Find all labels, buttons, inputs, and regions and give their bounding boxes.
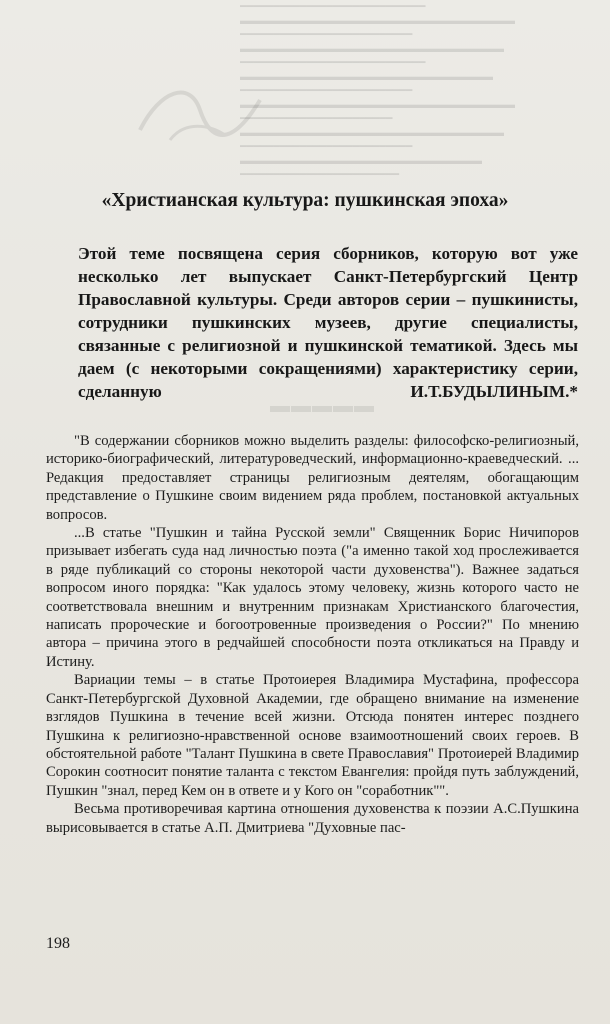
- page-number: 198: [46, 935, 70, 952]
- signature-bleed-mark: [130, 70, 270, 160]
- body-paragraph: "В содержании сборников можно выделить разделы: философско-религиозный, историко-биографический, литературоведческий, информационно-краеведческий. ... Редакция предоставляет страницы религиозным деятелям, обогащающим представление о Пушкине своим видением ряда проблем, постановкой актуальных вопросов.: [46, 433, 579, 523]
- body-paragraph: ...В статье "Пушкин и тайна Русской земли" Священник Борис Ничипоров призывает избегать суда над личностью поэта ("а именно такой ход прослеживается в ряде публикаций со стороны некоторой части духовенства"). Важнее задаться вопросом иного порядка: "Как удалось этому человеку, жизнь которого часто не соответствовала внешним и внутренним признакам Христианского благочестия, написать пророческие и богоотровенные произведения о России?" По мнению автора – причина этого в редчайшей способности поэта откликаться на Правду и Истину.: [46, 525, 579, 670]
- article-title: «Христианская культура: пушкинская эпоха»: [101, 190, 509, 211]
- bleed-through-heading: ▬▬▬▬▬: [270, 395, 375, 417]
- body-paragraph: Вариации темы – в статье Протоиерея Владимира Мустафина, профессора Санкт-Петербургской Духовной Академии, где обращено внимание на изменение взглядов Пушкина в течение всей жизни. Отсюда понятен интерес позднего Пушкина к религиозно-нравственной основе взаимоотношений своих героев. В обстоятельной работе "Талант Пушкина в свете Православия" Протоиерей Владимир Сорокин соотносит понятие таланта с текстом Евангелия: пройдя путь заблуждений, Пушкин "знал, перед Кем он в ответе и у Кого он "соработник"".: [46, 672, 579, 799]
- article-lead: Этой теме посвящена серия сборников, которую вот уже несколько лет выпускает Санкт-Петербургский Центр Православной культуры. Среди авторов серии – пушкинисты, сотрудники пушкинских музеев, другие специалисты, связанные с религиозной и пушкинской тематикой. Здесь мы даем (с некоторыми сокращениями) характеристику серии, сделанную И.Т.БУДЫЛИНЫМ.*: [78, 244, 578, 401]
- body-paragraph: Весьма противоречивая картина отношения духовенства к поэзии А.С.Пушкина вырисовывается в статье А.П. Дмитриева "Духовные пас-: [46, 801, 579, 836]
- bleed-through: ━━━━━━━━━━━━━━━━━━━━━━━━━━━━ ▬▬▬▬▬▬▬▬▬▬▬▬▬▬▬▬▬▬▬▬▬▬▬▬▬ ━━━━━━━━━━━━━━━━━━━━━━━━━━ ▬▬▬▬▬▬▬▬▬▬▬▬▬▬▬▬▬▬▬▬▬▬▬▬ ━━━━━━━━━━━━━━━━━━━━━━━━━━━━ ▬▬▬▬▬▬▬▬▬▬▬▬▬▬▬▬▬▬▬▬▬▬▬ ━━━━━━━━━━━━━━━━━━━━━━━━━━ ▬▬▬▬▬▬▬▬▬▬▬▬▬▬▬▬▬▬▬▬▬▬▬▬▬ ━━━━━━━━━━━━━━━━━━━━━━━ ▬▬▬▬▬▬▬▬▬▬▬▬▬▬▬▬▬▬▬▬▬▬▬▬ ━━━━━━━━━━━━━━━━━━━━━━━━━━ ▬▬▬▬▬▬▬▬▬▬▬▬▬▬▬▬▬▬▬▬▬▬ ━━━━━━━━━━━━━━━━━━━━━━━━: [240, 1, 515, 181]
- article-body: [46, 432, 579, 837]
